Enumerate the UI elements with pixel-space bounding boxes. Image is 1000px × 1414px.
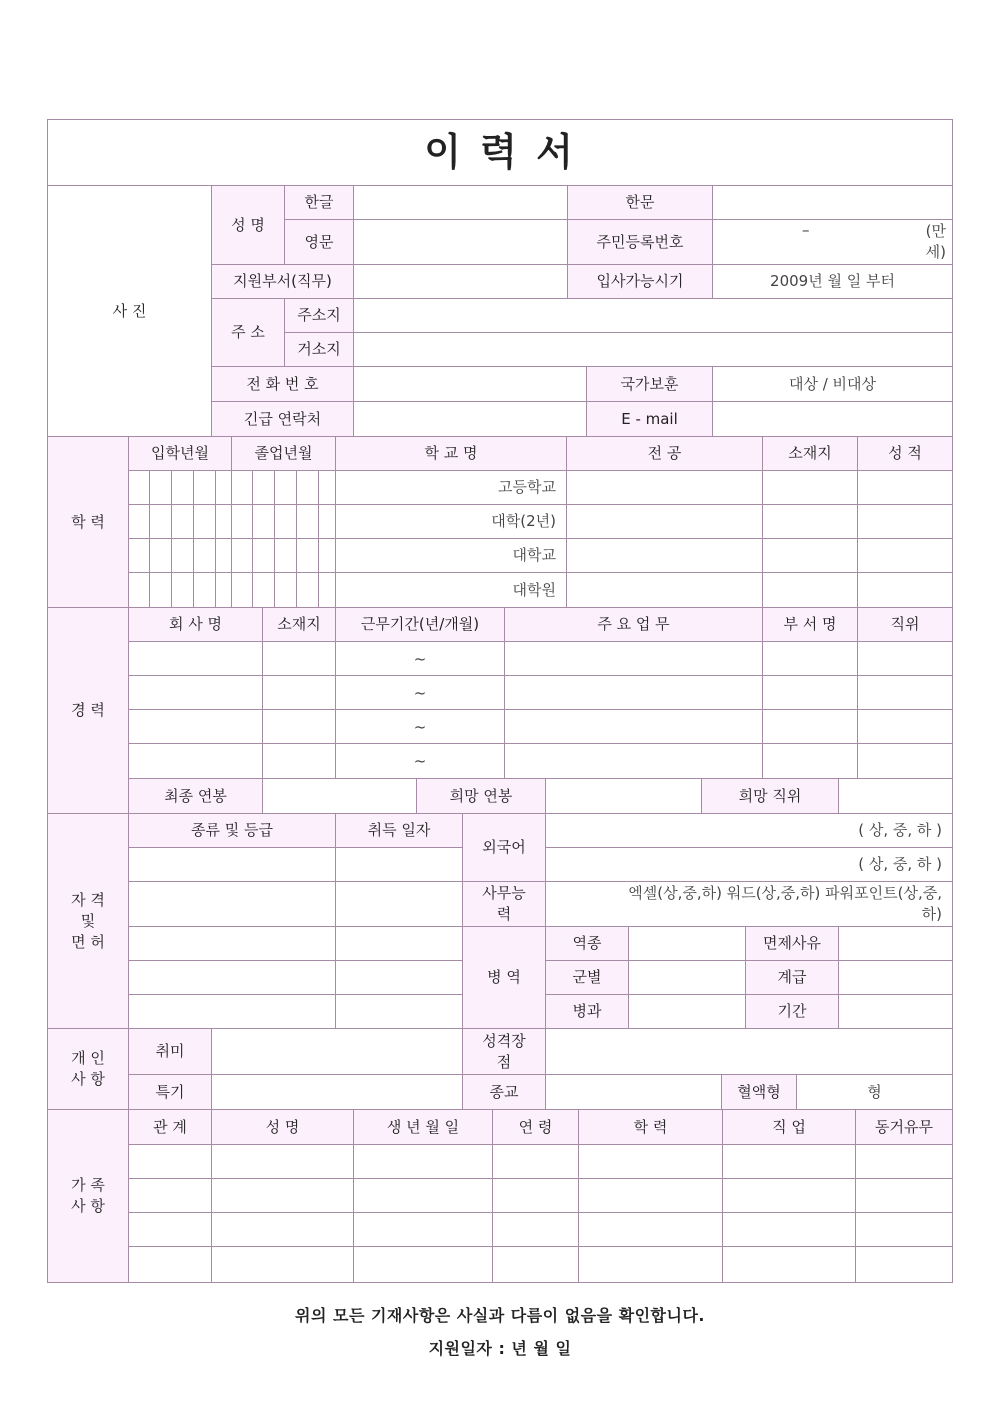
family-education-field[interactable] — [578, 1178, 723, 1213]
graduation-date-digit[interactable] — [296, 504, 319, 539]
department-field[interactable] — [353, 264, 568, 299]
entry-date-digit[interactable] — [193, 504, 216, 539]
graduation-date-digit[interactable] — [296, 470, 319, 505]
cohabitation-field[interactable] — [855, 1144, 953, 1179]
photo-box[interactable]: 사 진 — [47, 185, 212, 437]
hangul-name-field[interactable] — [353, 185, 568, 220]
resume-form — [47, 119, 953, 1283]
position-field[interactable] — [857, 743, 953, 779]
graduation-date-digit[interactable] — [231, 538, 253, 573]
phone-field[interactable] — [353, 366, 587, 402]
entry-date-digit[interactable] — [128, 538, 150, 573]
desired-salary-label: 희망 연봉 — [416, 778, 546, 814]
relation-field[interactable] — [128, 1144, 212, 1179]
main-duties-field[interactable] — [504, 743, 763, 779]
department-label: 지원부서(직무) — [211, 264, 354, 299]
entry-date-digit[interactable] — [171, 538, 194, 573]
graduation-date-digit[interactable] — [231, 504, 253, 539]
specialty-field[interactable] — [628, 994, 746, 1029]
career-header: 부 서 명 — [762, 607, 858, 642]
desired-position-field[interactable] — [838, 778, 953, 814]
grade-field[interactable] — [857, 572, 953, 608]
entry-date-digit[interactable] — [149, 538, 172, 573]
family-name-field[interactable] — [211, 1212, 354, 1247]
exemption-field[interactable] — [838, 926, 953, 961]
career-section-label: 경 력 — [47, 607, 129, 814]
graduation-date-digit[interactable] — [252, 470, 275, 505]
main-duties-field[interactable] — [504, 641, 763, 677]
education-header: 성 적 — [857, 436, 953, 471]
entry-date-digit[interactable] — [149, 572, 172, 608]
career-header: 근무기간(년/개월) — [335, 607, 505, 642]
career-header: 회 사 명 — [128, 607, 263, 642]
resident-age: (만 세) — [925, 222, 946, 261]
entry-date-digit[interactable] — [149, 504, 172, 539]
company-name-field[interactable] — [128, 641, 263, 677]
email-field[interactable] — [712, 401, 953, 437]
relation-field[interactable] — [128, 1178, 212, 1213]
license-date-field[interactable] — [335, 926, 463, 961]
license-date-field[interactable] — [335, 847, 463, 882]
family-education-field[interactable] — [578, 1144, 723, 1179]
branch-field[interactable] — [628, 960, 746, 995]
blood-type-field[interactable]: 형 — [796, 1074, 953, 1110]
family-education-field[interactable] — [578, 1246, 723, 1283]
hangul-label: 한글 — [284, 185, 354, 220]
company-name-field[interactable] — [128, 743, 263, 779]
graduation-date-digit[interactable] — [231, 470, 253, 505]
career-header: 소재지 — [262, 607, 336, 642]
confirmation-statement: 위의 모든 기재사항은 사실과 다름이 없음을 확인합니다. — [295, 1306, 705, 1325]
family-header: 연 령 — [492, 1109, 579, 1145]
graduation-date-digit[interactable] — [252, 504, 275, 539]
school-location-field[interactable] — [762, 504, 858, 539]
license-date-header: 취득 일자 — [335, 813, 463, 848]
education-header: 졸업년월 — [231, 436, 336, 471]
grade-field[interactable] — [857, 470, 953, 505]
residence-label: 거소지 — [284, 332, 354, 367]
department-name-field[interactable] — [762, 675, 858, 711]
graduation-date-digit[interactable] — [296, 538, 319, 573]
veteran-field[interactable]: 대상 / 비대상 — [712, 366, 953, 402]
company-location-field[interactable] — [262, 709, 336, 745]
main-duties-field[interactable] — [504, 675, 763, 711]
desired-position-label: 희망 직위 — [701, 778, 839, 814]
foreign-language-level-2[interactable]: ( 상, 중, 하 ) — [545, 847, 953, 882]
foreign-language-label: 외국어 — [462, 813, 546, 882]
available-date-label: 입사가능시기 — [567, 264, 713, 299]
license-type-field[interactable] — [128, 960, 336, 995]
occupation-field[interactable] — [722, 1212, 856, 1247]
birthdate-field[interactable] — [353, 1246, 493, 1283]
entry-date-digit[interactable] — [128, 504, 150, 539]
age-field[interactable] — [492, 1144, 579, 1179]
family-name-field[interactable] — [211, 1178, 354, 1213]
entry-date-digit[interactable] — [171, 504, 194, 539]
family-name-field[interactable] — [211, 1144, 354, 1179]
grade-field[interactable] — [857, 504, 953, 539]
graduation-date-digit[interactable] — [274, 538, 297, 573]
domicile-label: 주소지 — [284, 298, 354, 333]
period-field[interactable] — [838, 994, 953, 1029]
position-field[interactable] — [857, 675, 953, 711]
major-field[interactable] — [566, 504, 763, 539]
age-field[interactable] — [492, 1246, 579, 1283]
major-field[interactable] — [566, 470, 763, 505]
department-name-field[interactable] — [762, 641, 858, 677]
education-header: 소재지 — [762, 436, 858, 471]
entry-date-digit[interactable] — [193, 572, 216, 608]
cohabitation-field[interactable] — [855, 1246, 953, 1283]
application-date: 지원일자 : 년 월 일 — [428, 1339, 572, 1358]
company-location-field[interactable] — [262, 641, 336, 677]
office-skills-label: 사무능 력 — [462, 881, 546, 927]
education-header: 전 공 — [566, 436, 763, 471]
form-title: 이 력 서 — [47, 119, 953, 186]
license-date-field[interactable] — [335, 960, 463, 995]
religion-field[interactable] — [545, 1074, 722, 1110]
religion-label: 종교 — [462, 1074, 546, 1110]
family-header: 학 력 — [578, 1109, 723, 1145]
license-date-field[interactable] — [335, 881, 463, 927]
phone-label: 전 화 번 호 — [211, 366, 354, 402]
license-type-header: 종류 및 등급 — [128, 813, 336, 848]
rank-label: 계급 — [745, 960, 839, 995]
graduation-date-digit[interactable] — [252, 538, 275, 573]
entry-date-digit[interactable] — [193, 538, 216, 573]
personal-info-section-label: 개 인 사 항 — [47, 1028, 129, 1110]
school-location-field[interactable] — [762, 538, 858, 573]
last-salary-field[interactable] — [262, 778, 417, 814]
veteran-label: 국가보훈 — [586, 366, 713, 402]
company-location-field[interactable] — [262, 675, 336, 711]
residence-field[interactable] — [353, 332, 953, 367]
entry-date-digit[interactable] — [171, 470, 194, 505]
relation-field[interactable] — [128, 1246, 212, 1283]
exemption-label: 면제사유 — [745, 926, 839, 961]
graduation-date-digit[interactable] — [274, 504, 297, 539]
company-location-field[interactable] — [262, 743, 336, 779]
school-location-field[interactable] — [762, 572, 858, 608]
age-field[interactable] — [492, 1178, 579, 1213]
company-name-field[interactable] — [128, 709, 263, 745]
license-type-field[interactable] — [128, 994, 336, 1029]
license-type-field[interactable] — [128, 926, 336, 961]
birthdate-field[interactable] — [353, 1144, 493, 1179]
desired-salary-field[interactable] — [545, 778, 702, 814]
major-field[interactable] — [566, 538, 763, 573]
school-name-field[interactable]: 대학교 — [335, 538, 567, 573]
age-field[interactable] — [492, 1212, 579, 1247]
license-date-field[interactable] — [335, 994, 463, 1029]
cohabitation-field[interactable] — [855, 1178, 953, 1213]
entry-date-digit[interactable] — [128, 470, 150, 505]
graduation-date-digit[interactable] — [231, 572, 253, 608]
education-header: 학 교 명 — [335, 436, 567, 471]
resident-number-label: 주민등록번호 — [567, 219, 713, 265]
entry-date-digit[interactable] — [149, 470, 172, 505]
position-field[interactable] — [857, 709, 953, 745]
graduation-date-digit[interactable] — [274, 572, 297, 608]
emergency-label: 긴급 연락처 — [211, 401, 354, 437]
grade-field[interactable] — [857, 538, 953, 573]
occupation-field[interactable] — [722, 1178, 856, 1213]
skill-label: 특기 — [128, 1074, 212, 1110]
occupation-field[interactable] — [722, 1144, 856, 1179]
name-label: 성 명 — [211, 185, 285, 265]
domicile-field[interactable] — [353, 298, 953, 333]
hobby-field[interactable] — [211, 1028, 463, 1075]
emergency-field[interactable] — [353, 401, 587, 437]
hobby-label: 취미 — [128, 1028, 212, 1075]
work-period-field[interactable]: ~ — [335, 743, 505, 779]
skill-field[interactable] — [211, 1074, 463, 1110]
personality-label: 성격장 점 — [462, 1028, 546, 1075]
branch-label: 군별 — [545, 960, 629, 995]
family-header: 관 계 — [128, 1109, 212, 1145]
school-location-field[interactable] — [762, 470, 858, 505]
work-period-field[interactable]: ~ — [335, 641, 505, 677]
office-skills-field[interactable]: 엑셀(상,중,하) 워드(상,중,하) 파워포인트(상,중, 하) — [545, 881, 953, 927]
hanja-label: 한문 — [567, 185, 713, 220]
work-period-field[interactable]: ~ — [335, 675, 505, 711]
email-label: E - mail — [586, 401, 713, 437]
department-name-field[interactable] — [762, 743, 858, 779]
address-label: 주 소 — [211, 298, 285, 367]
relation-field[interactable] — [128, 1212, 212, 1247]
military-label: 병 역 — [462, 926, 546, 1029]
career-header: 주 요 업 무 — [504, 607, 763, 642]
education-section-label: 학 력 — [47, 436, 129, 608]
military-type-label: 역종 — [545, 926, 629, 961]
available-date-field[interactable]: 2009년 월 일 부터 — [712, 264, 953, 299]
school-name-field[interactable]: 고등학교 — [335, 470, 567, 505]
birthdate-field[interactable] — [353, 1212, 493, 1247]
english-name-field[interactable] — [353, 219, 568, 265]
foreign-language-level-1[interactable]: ( 상, 중, 하 ) — [545, 813, 953, 848]
major-field[interactable] — [566, 572, 763, 608]
military-type-field[interactable] — [628, 926, 746, 961]
resident-dash: – — [802, 221, 810, 239]
qualifications-section-label: 자 격 및 면 허 — [47, 813, 129, 1029]
graduation-date-digit[interactable] — [274, 470, 297, 505]
last-salary-label: 최종 연봉 — [128, 778, 263, 814]
company-name-field[interactable] — [128, 675, 263, 711]
specialty-label: 병과 — [545, 994, 629, 1029]
work-period-field[interactable]: ~ — [335, 709, 505, 745]
personality-field[interactable] — [545, 1028, 953, 1075]
blood-type-label: 혈액형 — [721, 1074, 797, 1110]
department-name-field[interactable] — [762, 709, 858, 745]
position-field[interactable] — [857, 641, 953, 677]
birthdate-field[interactable] — [353, 1178, 493, 1213]
school-name-field[interactable]: 대학(2년) — [335, 504, 567, 539]
career-header: 직위 — [857, 607, 953, 642]
english-label: 영문 — [284, 219, 354, 265]
education-header: 입학년월 — [128, 436, 232, 471]
graduation-date-digit[interactable] — [252, 572, 275, 608]
entry-date-digit[interactable] — [128, 572, 150, 608]
family-education-field[interactable] — [578, 1212, 723, 1247]
hanja-name-field[interactable] — [712, 185, 953, 220]
family-header: 성 명 — [211, 1109, 354, 1145]
family-name-field[interactable] — [211, 1246, 354, 1283]
family-header: 동거유무 — [855, 1109, 953, 1145]
school-name-field[interactable]: 대학원 — [335, 572, 567, 608]
occupation-field[interactable] — [722, 1246, 856, 1283]
family-header: 생 년 월 일 — [353, 1109, 493, 1145]
license-type-field[interactable] — [128, 881, 336, 927]
graduation-date-digit[interactable] — [296, 572, 319, 608]
entry-date-digit[interactable] — [171, 572, 194, 608]
family-section-label: 가 족 사 항 — [47, 1109, 129, 1283]
main-duties-field[interactable] — [504, 709, 763, 745]
family-header: 직 업 — [722, 1109, 856, 1145]
entry-date-digit[interactable] — [193, 470, 216, 505]
period-label: 기간 — [745, 994, 839, 1029]
cohabitation-field[interactable] — [855, 1212, 953, 1247]
rank-field[interactable] — [838, 960, 953, 995]
license-type-field[interactable] — [128, 847, 336, 882]
